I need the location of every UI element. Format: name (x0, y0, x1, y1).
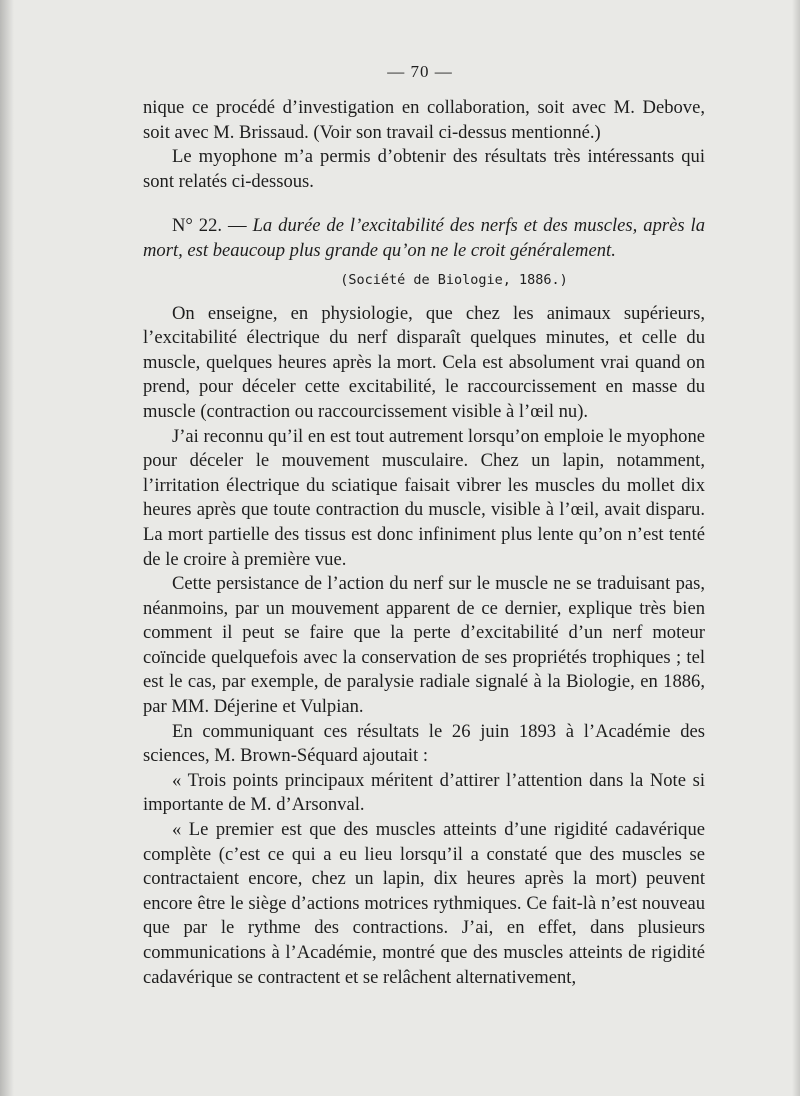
section-number: N° 22. — (172, 215, 247, 237)
quote-paragraph: « Le premier est que des muscles atteints d’une rigidité cadavérique complète (c’est ce qui a eu lieu lorsqu’il a constaté que des muscles se contractaient encore, chez un lapin, dix heures après la mort) peuvent encore être le siège d’actions motrices rythmiques. Ce fait-là n’est nouveau que par le rythme des contractions. J’ai, en effet, dans plusieurs communications à l’Académie, montré que des muscles atteints de rigidité cadavérique se contractent et se relâchent alternativement, (143, 819, 705, 988)
paragraph-continued: nique ce procédé d’investigation en collaboration, soit avec M. Debove, soit avec M. Brissaud. (Voir son travail ci-dessus mentionné.) (143, 97, 705, 143)
section-title: La durée de l’excitabilité des nerfs et des muscles, après la mort, est beaucoup plus grande qu’on ne le croit généralement. (143, 215, 705, 261)
page-binding-shadow (0, 0, 14, 1096)
paragraph: En communiquant ces résultats le 26 juin 1893 à l’Académie des sciences, M. Brown-Séquard ajoutait : (143, 720, 705, 767)
paragraph: On enseigne, en physiologie, que chez les animaux supérieurs, l’excitabilité électrique du nerf disparaît quelques minutes, et celle du muscle, quelques heures après la mort. Cela est absolument vrai quand on prend, pour déceler cette excitabilité, le raccourcissement en masse du muscle (contraction ou raccourcissement visible à l’œil nu). (143, 302, 705, 422)
paragraph: Le myophone m’a permis d’obtenir des résultats très intéressants qui sont relatés ci-dessous. (143, 146, 705, 192)
page-edge-shadow (792, 0, 800, 1096)
page-number: — 70 — (387, 62, 453, 81)
section-heading (143, 214, 705, 263)
section-reference: (Société de Biologie, 1886.) (340, 271, 568, 288)
paragraph: J’ai reconnu qu’il en est tout autrement lorsqu’on emploie le myophone pour déceler le mouvement musculaire. Chez un lapin, notamment, l’irritation électrique du sciatique faisait vibrer les muscles du mollet dix heures après que toute contraction du muscle, visible à l’œil, avait disparu. La mort partielle des tissus est donc infiniment plus lente qu’on n’est tenté de le croire à première vue. (143, 425, 705, 570)
paragraph: Cette persistance de l’action du nerf sur le muscle ne se traduisant pas, néanmoins, par un mouvement apparent de ce dernier, explique très bien comment il peut se faire que la perte d’excitabilité d’un nerf moteur coïncide quelquefois avec la conservation de ses propriétés trophiques ; tel est le cas, par exemple, de paralysie radiale signalé à la Biologie, en 1886, par MM. Déjerine et Vulpian. (143, 573, 705, 718)
text-column (143, 96, 705, 990)
quote-paragraph: « Trois points principaux méritent d’attirer l’attention dans la Note si importante de M. d’Arsonval. (143, 769, 705, 816)
